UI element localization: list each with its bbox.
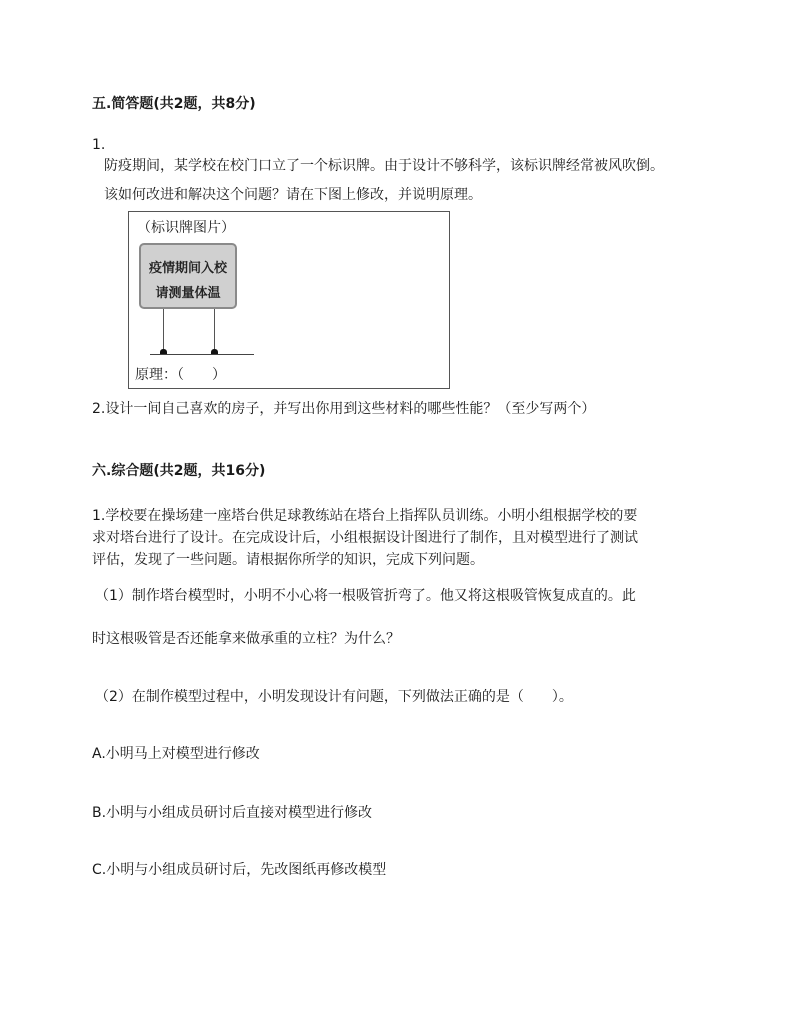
section6-heading: 六.综合题(共2题，共16分)	[92, 463, 266, 479]
option-b: B.小明与小组成员研讨后直接对模型进行修改	[92, 805, 373, 821]
s6-q1-line3: 评估，发现了一些问题。请根据你所学的知识，完成下列问题。	[92, 552, 484, 568]
s6-q1-line1: 1.学校要在操场建一座塔台供足球教练站在塔台上指挥队员训练。小明小组根据学校的要	[92, 508, 638, 524]
figure-principle: 原理：（ ）	[135, 367, 226, 383]
q1-text-line2: 该如何改进和解决这个问题？请在下图上修改，并说明原理。	[104, 187, 482, 203]
ground-line	[150, 354, 254, 355]
sign-board	[139, 243, 237, 309]
option-c: C.小明与小组成员研讨后，先改图纸再修改模型	[92, 862, 387, 878]
s6-sub1-line1: （1）制作塔台模型时，小明不小心将一根吸管折弯了。他又将这根吸管恢复成直的。此	[95, 588, 636, 604]
s6-sub1-line2: 时这根吸管是否还能拿来做承重的立柱？为什么？	[92, 631, 400, 647]
q1-text-line1: 防疫期间，某学校在校门口立了一个标识牌。由于设计不够科学，该标识牌经常被风吹倒。	[104, 158, 664, 174]
option-a: A.小明马上对模型进行修改	[92, 746, 260, 762]
sign-post-right	[214, 309, 215, 353]
q2-text: 2.设计一间自己喜欢的房子，并写出你用到这些材料的哪些性能？（至少写两个）	[92, 401, 596, 417]
sign-text-line2: 请测量体温	[155, 286, 221, 301]
s6-q1-line2: 求对塔台进行了设计。在完成设计后，小组根据设计图进行了制作，且对模型进行了测试	[92, 530, 638, 546]
figure-caption: （标识牌图片）	[137, 220, 235, 236]
sign-post-left	[163, 309, 164, 353]
s6-sub2: （2）在制作模型过程中，小明发现设计有问题，下列做法正确的是（ ）。	[95, 689, 573, 705]
sign-text-line1: 疫情期间入校	[148, 261, 227, 276]
q1-number: 1.	[92, 137, 106, 153]
section5-heading: 五.简答题(共2题，共8分)	[92, 96, 256, 112]
